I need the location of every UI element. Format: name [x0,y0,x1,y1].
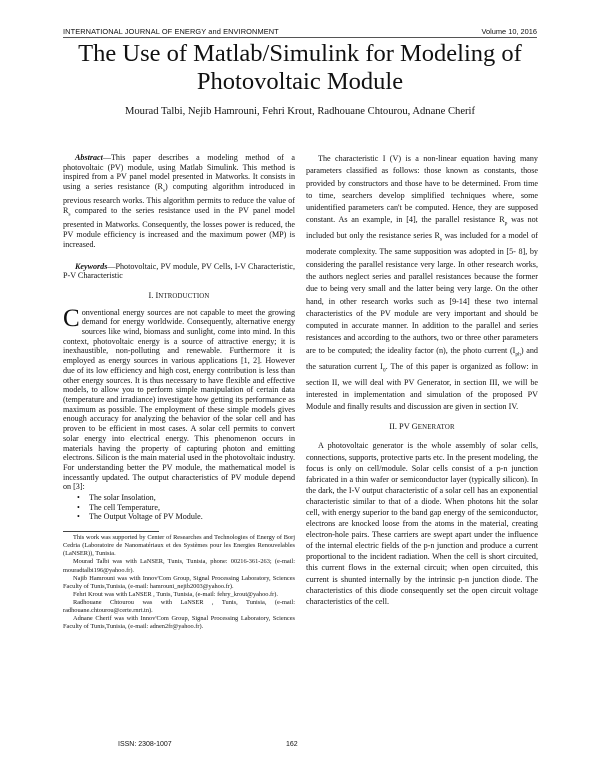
right-column [306,153,538,607]
paper-title [40,40,560,96]
title-line-1: The Use of Matlab/Simulink for Modeling of [78,40,522,67]
page-number: 162 [286,741,298,748]
abstract-label: Abstract [75,153,103,162]
body-paragraph: A photovoltaic generator is the whole assembly of solar cells, connections, supports, protective parts etc. In the present modeling, the focus is only on cell/module. Solar cells consist of a p-n junction fabricated in a thin wafer or semiconductor layer (typically silicon). In the dark, the I-V output characteristic of a solar cell has an exponential characteristic similar to that of a diode. When photons hit the solar cell, with energy superior to the band gap energy of the semiconductor, electrons are knocked loose from the atoms in the material, creating electron-hole pairs. These carriers are swept apart under the influence of the internal electric fields of the p-n junction and produce a current proportional to the incident radiation. When the cell is short circuited, this current flows in the external circuit; when open circuited, this current is shunted internally by the intrinsic p-n junction diode. The characteristics of this diode consequently set the open circuit voltage characteristics of the cell. [306,441,538,606]
intro-paragraph: Conventional energy sources are not capable to meet the growing demand for energy worldwide. Consequently, alternative energy sources like wind, biomass and sunlight, come into mind. In this context, photovoltaic energy is a source of attractive energy; it is inexhaustible, non-polluting and renewable. Furthermore it is employed as energy sources in various applications [1, 2]. However due of its low efficiency and high cost, energy contribution is less than other energy sources. It is thus necessary to have flexible and effective models, to allow you to perform simple manipulation of certain data (temperature and irradiance) investigate how getting its performance as maximum as possible. The employment of these simple models gives enough accuracy for analyzing the behavior of the solar cell and has proven to be efficient in most cases. A solar cell permits to convert solar energy into electrical energy. This phenomenon occurs in materials having the property of capturing photon and emitting electrons. Silicon is the main material used in the photovoltaic industry. For understanding better the PV module, the mathematical model is incessantly updated. The output characteristics of PV module depend on [3]: [63,304,295,492]
drop-cap: C [63,304,80,332]
footnote: Fehri Krout was with LaNSER , Tunis, Tunisia, (e-mail: fehry_krout@yahoo.fr). [73,590,278,598]
factor-list [63,493,295,522]
footnote: Radhouane Chtourou was with LaNSER , Tunis, Tunisia, (e-mail: radhouane.chtourou@certe.rnrt.tn). [63,598,295,614]
footnote: Mourad Talbi was with LaNSER, Tunis, Tunisia, phone: 00216-361-263; (e-mail: mouradtalbi196@yahoo.fr). [63,558,295,574]
issn-label: ISSN: 2308-1007 [118,741,172,748]
footnotes [63,534,295,631]
title-line-2: Photovoltaic Module [196,68,404,95]
left-column [63,153,295,631]
footnote: Adnane Cherif was with Innov'Com Group, Signal Processing Laboratory, Sciences Faculty of Tunis,Tunisia, (e-mail: adnen2fr@yahoo.fr). [63,615,295,631]
section-heading-pv-generator: II. PV GENERATOR [389,422,455,432]
footnote: Najib Hamrouni was with Innov'Com Group, Signal Processing Laboratory, Sciences Faculty of Tunis,Tunisia, (e-mail: hamrouni_nejib2003@yahoo.fr). [63,574,295,590]
section-heading-introduction: I. INTRODUCTION [148,290,210,300]
author-list: Mourad Talbi, Nejib Hamrouni, Fehri Krout, Radhouane Chtourou, Adnane Cherif [124,106,476,117]
header-rule [63,37,537,38]
list-item: • The Output Voltage of PV Module. [89,512,295,522]
footnote-rule [63,531,159,532]
list-item: • The cell Temperature, [89,503,295,513]
keywords-label: Keywords [75,261,108,271]
body-paragraph: The characteristic I (V) is a non-linear equation having many parameters classified as follows: those known as constants, those provided by constructors and those have to be determined. From time to time, searchers develop simplified techniques where, some unidentified parameters can't be computed. Hence, they are supposed constant. As an example, in [4], the parallel resistance $R_p$ was not included but only the resistance series $R_s$ was included for a model of moderate complexity. The same supposition was adopted in [5- 8], by considering the parallel resistance very large. In other research works, the authors neglect series and parallel resistances because the former due to being very small and the latter being very large. On the other hand, in other research works such as [9-14] these two internal characteristics of the PV module are very important and should be computed in accurate manner. In addition to the parallel and series resistances and according to the authors, two or three other parameters are to be computed; the ideality factor (n), the photo current $(I_{ph})$ and the saturation current $I_0$. The of this paper is organized as follow: in section II, we will deal with PV Generator, in section III, we will be interested in implementation and simulation of the proposed PV Module and finally results and discussion are given in section IV. [306,154,538,412]
journal-name: INTERNATIONAL JOURNAL OF ENERGY and ENVIRONMENT [63,27,279,36]
list-item: • The solar Insolation, [89,493,295,503]
abstract: Abstract—This paper describes a modeling method of a photovoltaic (PV) module, using Matlab Simulink. This method is inspired from a PV panel model presented in Matworks. It consists in using a series resistance $(R_s)$ computing algorithm introduced in previous research works. This algorithm permits to reduce the value of $R_s$ compared to the series resistance used in the PV panel model presented in Matworks. Consequently, the losses power is reduced, the PV module efficiency is increased and the maximum power (MP) is increased. [63,153,295,249]
volume-label: Volume 10, 2016 [481,27,537,36]
footnote: This work was supported by Center of Researches and Technologies of Energy of Borj Cedria (Laboratoire de Nanomatériaux et des Systèmes pour les Energies Renouvelables (LaNSER)), Tunisia. [63,534,295,558]
keywords: Keywords—Photovoltaic, PV module, PV Cells, I-V Characteristic, P-V Characteristic [63,261,295,281]
